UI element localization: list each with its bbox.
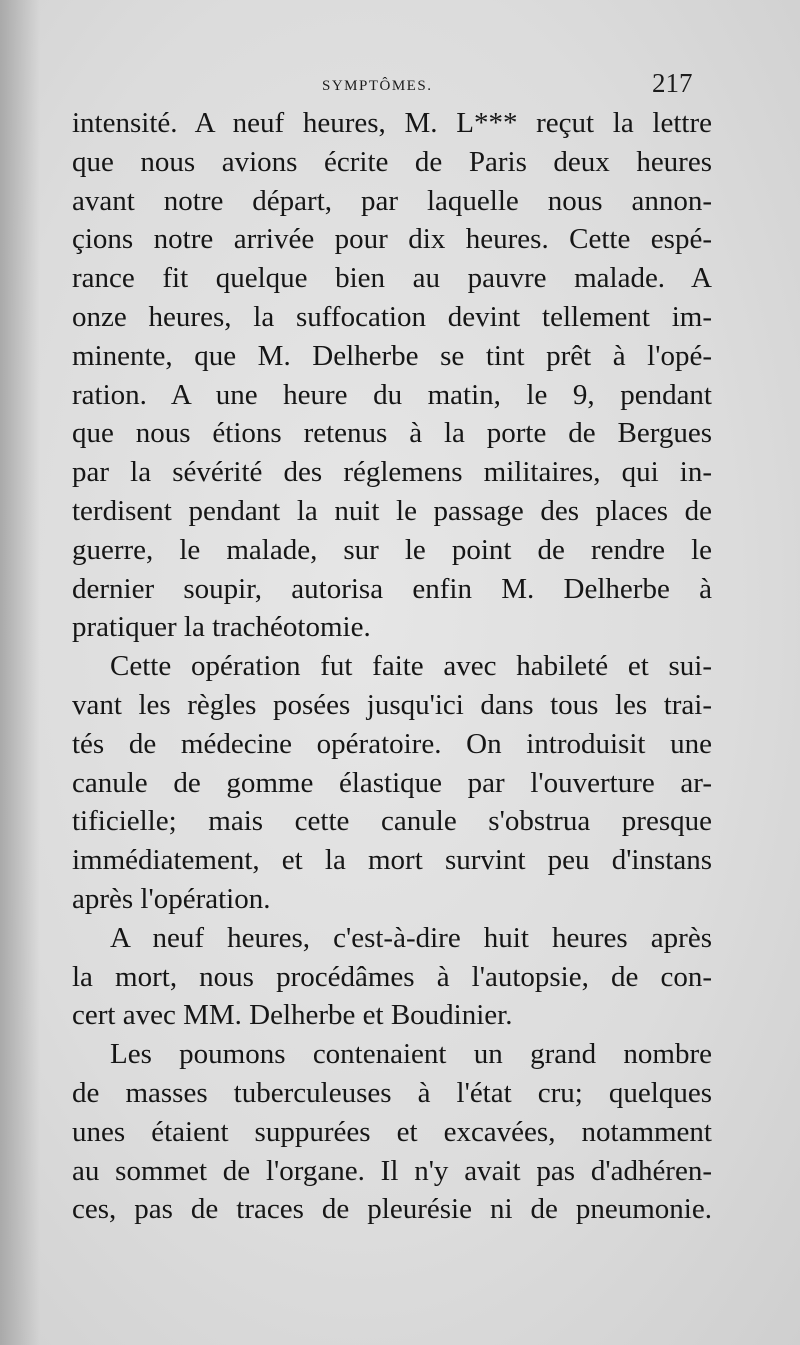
running-head: SYMPTÔMES. (322, 78, 433, 94)
text-line: que nous avions écrite de Paris deux heures (72, 145, 712, 178)
text-line: unes étaient suppurées et excavées, notamment (72, 1115, 712, 1148)
text-line: canule de gomme élastique par l'ouverture ar- (72, 766, 712, 799)
text-line: minente, que M. Delherbe se tint prêt à l'opé- (72, 339, 712, 372)
text-line: après l'opération. (72, 882, 271, 915)
text-line: çions notre arrivée pour dix heures. Cette espé- (72, 223, 712, 256)
text-line: ration. A une heure du matin, le 9, pendant (72, 378, 712, 411)
text-line: ces, pas de traces de pleurésie ni de pneumonie. (72, 1193, 712, 1226)
text-line: avant notre départ, par laquelle nous annon- (72, 184, 712, 217)
text-line: cert avec MM. Delherbe et Boudinier. (72, 999, 513, 1032)
text-line: terdisent pendant la nuit le passage des places de (72, 494, 712, 527)
text-line: tificielle; mais cette canule s'obstrua presque (72, 805, 712, 838)
text-line: au sommet de l'organe. Il n'y avait pas d'adhéren- (72, 1154, 712, 1187)
text-line: immédiatement, et la mort survint peu d'instans (72, 844, 712, 877)
page-number: 217 (652, 68, 693, 98)
page-header (0, 64, 800, 104)
text-line: intensité. A neuf heures, M. L*** reçut la lettre (72, 107, 712, 139)
text-line: la mort, nous procédâmes à l'autopsie, de con- (72, 960, 712, 993)
text-line: que nous étions retenus à la porte de Bergues (72, 417, 712, 450)
text-line: A neuf heures, c'est-à-dire huit heures après (110, 921, 712, 954)
text-line: pratiquer la trachéotomie. (72, 611, 371, 644)
body-text (72, 104, 712, 1229)
text-line: vant les règles posées jusqu'ici dans tous les trai- (72, 688, 712, 721)
binding-shadow (0, 0, 40, 1345)
text-line: rance fit quelque bien au pauvre malade. A (72, 262, 712, 295)
text-line: Cette opération fut faite avec habileté et sui- (110, 650, 712, 683)
text-line: Les poumons contenaient un grand nombre (110, 1038, 712, 1071)
text-line: par la sévérité des réglemens militaires, qui in- (72, 456, 712, 489)
text-line: tés de médecine opératoire. On introduisit une (72, 727, 712, 760)
text-line: dernier soupir, autorisa enfin M. Delherbe à (72, 572, 712, 605)
text-line: onze heures, la suffocation devint tellement im- (72, 300, 712, 333)
text-line: de masses tuberculeuses à l'état cru; quelques (72, 1076, 712, 1109)
text-line: guerre, le malade, sur le point de rendre le (72, 533, 712, 566)
